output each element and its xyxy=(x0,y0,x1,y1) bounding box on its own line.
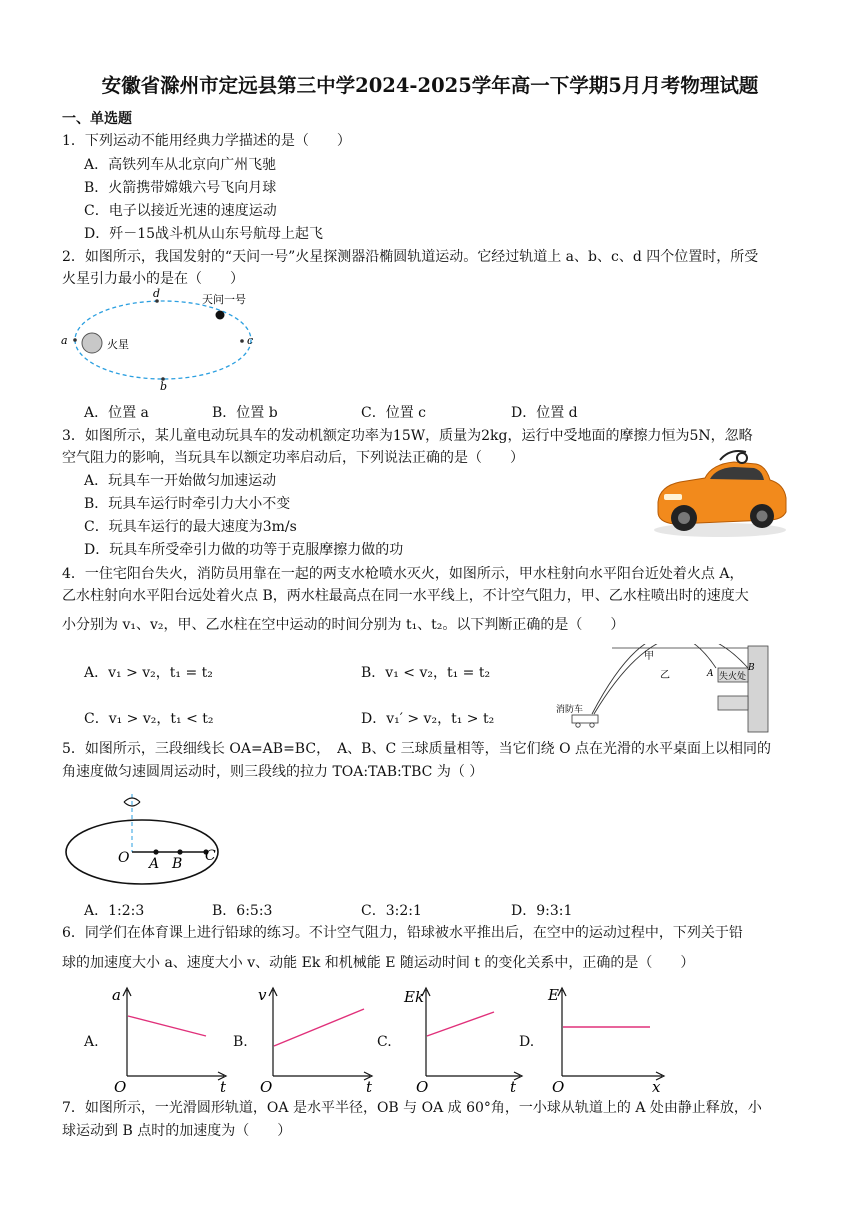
graph-b-xlabel: t xyxy=(366,1078,373,1094)
page-title: 安徽省滁州市定远县第三中学2024-2025学年高一下学期5月月考物理试题 xyxy=(101,74,759,97)
q2-option-c: C．位置 c xyxy=(361,405,427,421)
q7-stem-line2: 球运动到 B 点时的加速度为（ ） xyxy=(62,1123,292,1139)
label-d: d xyxy=(153,287,161,300)
label-b-ball: B xyxy=(172,856,183,872)
q3-option-c: C．玩具车运行的最大速度为3m/s xyxy=(84,519,297,535)
label-fire: 失火处 xyxy=(719,672,747,682)
q6-option-a-label: A. xyxy=(84,1034,99,1050)
graph-c-line xyxy=(427,1012,494,1036)
q3-stem-line1: 3．如图所示，某儿童电动玩具车的发动机额定功率为15W，质量为2kg，运行中受地面的摩擦力恒为5N，忽略 xyxy=(62,428,753,444)
toy-car-image xyxy=(650,446,790,540)
ball-b xyxy=(177,849,182,854)
q5-stem-line1: 5．如图所示，三段细线长 OA=AB=BC， A、B、C 三球质量相等，当它们绕 O 点在光滑的水平桌面上以相同的 xyxy=(62,741,772,757)
label-a: a xyxy=(61,334,68,347)
stream-jia xyxy=(592,644,716,714)
graph-b-line xyxy=(274,1009,364,1046)
graph-a xyxy=(110,984,235,1094)
label-c: c xyxy=(247,334,254,347)
graph-b-origin: O xyxy=(260,1078,273,1094)
q6-option-b-label: B. xyxy=(233,1034,248,1050)
label-point-b: B xyxy=(748,663,755,673)
q2-option-d: D．位置 d xyxy=(511,405,578,421)
graph-d xyxy=(544,984,669,1094)
graph-b xyxy=(256,984,381,1094)
q7-stem-line1: 7．如图所示，一光滑圆形轨道，OA 是水平半径，OB 与 OA 成 60°角，一小球从轨道上的 A 处由静止释放，小 xyxy=(62,1100,762,1116)
probe-label: 天问一号 xyxy=(202,293,246,306)
q2-stem-line2: 火星引力最小的是在（ ） xyxy=(62,271,244,287)
lower-balcony xyxy=(718,696,748,710)
q3-option-b: B．玩具车运行时牵引力大小不变 xyxy=(84,496,291,512)
graph-a-ylabel: a xyxy=(112,986,121,1004)
graph-c-origin: O xyxy=(416,1078,429,1094)
q2-stem-line1: 2．如图所示，我国发射的“天问一号”火星探测器沿椭圆轨道运动。它经过轨道上 a、b、c、d 四个位置时，所受 xyxy=(62,249,759,265)
q3-option-a: A．玩具车一开始做匀加速运动 xyxy=(84,473,277,489)
ball-a xyxy=(153,849,158,854)
graph-a-origin: O xyxy=(114,1078,127,1094)
q1-option-a: A．高铁列车从北京向广州飞驰 xyxy=(84,157,277,173)
q6-option-d-label: D. xyxy=(519,1034,535,1050)
point-c xyxy=(240,339,244,343)
q4-option-d: D．v₁′ > v₂，t₁ > t₂ xyxy=(361,711,495,727)
graph-b-ylabel: v xyxy=(258,986,267,1004)
graph-d-origin: O xyxy=(552,1078,565,1094)
firefighting-figure xyxy=(552,644,772,734)
fire-truck xyxy=(572,715,598,723)
q2-option-a: A．位置 a xyxy=(84,405,149,421)
section-heading: 一、单选题 xyxy=(62,111,132,127)
q5-option-b: B．6:5:3 xyxy=(212,903,273,919)
label-a-ball: A xyxy=(149,856,160,872)
label-truck: 消防车 xyxy=(556,705,584,715)
q6-option-c-label: C. xyxy=(377,1034,392,1050)
graph-a-line xyxy=(128,1016,206,1036)
label-jia: 甲 xyxy=(644,651,654,662)
q1-option-c: C．电子以接近光速的速度运动 xyxy=(84,203,277,219)
q4-stem-line1: 4．一住宅阳台失火，消防员用靠在一起的两支水枪喷水灭火，如图所示，甲水柱射向水平阳台近处着火点 A， xyxy=(62,566,744,582)
q3-option-d: D．玩具车所受牵引力做的功等于克服摩擦力做的功 xyxy=(84,542,404,558)
q5-option-a: A．1:2:3 xyxy=(84,903,145,919)
mars-planet xyxy=(82,333,102,353)
q4-stem-line2: 乙水柱射向水平阳台远处着火点 B，两水柱最高点在同一水平线上，不计空气阻力，甲、乙水柱喷出时的速度大 xyxy=(62,588,749,604)
q2-option-b: B．位置 b xyxy=(212,405,278,421)
graph-c xyxy=(402,984,527,1094)
graph-a-xlabel: t xyxy=(220,1078,227,1094)
q1-stem: 1．下列运动不能用经典力学描述的是（ ） xyxy=(62,133,351,149)
graph-d-ylabel: E xyxy=(548,986,559,1004)
label-o: O xyxy=(118,850,130,866)
orbit-figure xyxy=(58,286,268,390)
graph-d-xlabel: x xyxy=(652,1078,661,1094)
q5-option-d: D．9:3:1 xyxy=(511,903,573,919)
q4-stem-line3: 小分别为 v₁、v₂，甲、乙水柱在空中运动的时间分别为 t₁、t₂。以下判断正确的是（ ） xyxy=(62,617,625,633)
circular-motion-figure xyxy=(62,790,232,890)
building-wall xyxy=(748,646,768,732)
point-a xyxy=(73,338,77,342)
q6-stem-line1: 6．同学们在体育课上进行铅球的练习。不计空气阻力，铅球被水平推出后，在空中的运动过程中，下列关于铅 xyxy=(62,925,743,941)
label-b: b xyxy=(160,380,168,390)
q6-stem-line2: 球的加速度大小 a、速度大小 v、动能 Ek 和机械能 E 随运动时间 t 的变化关系中，正确的是（ ） xyxy=(62,955,695,971)
q4-option-b: B．v₁ < v₂，t₁ = t₂ xyxy=(361,665,491,681)
q3-stem-line2: 空气阻力的影响，当玩具车以额定功率启动后，下列说法正确的是（ ） xyxy=(62,450,524,466)
q1-option-b: B．火箭携带嫦娥六号飞向月球 xyxy=(84,180,277,196)
graph-c-xlabel: t xyxy=(510,1078,517,1094)
q4-option-a: A．v₁ > v₂，t₁ = t₂ xyxy=(84,665,213,681)
graph-c-ylabel: Ek xyxy=(404,988,425,1006)
q5-option-c: C．3:2:1 xyxy=(361,903,422,919)
mars-label: 火星 xyxy=(107,338,129,351)
label-yi: 乙 xyxy=(660,670,670,681)
q1-option-d: D．歼－15战斗机从山东号航母上起飞 xyxy=(84,226,324,242)
q5-stem-line2: 角速度做匀速圆周运动时，则三段线的拉力 TOA:TAB:TBC 为（ ） xyxy=(62,764,484,780)
label-point-a: A xyxy=(707,669,714,679)
q4-option-c: C．v₁ > v₂，t₁ < t₂ xyxy=(84,711,214,727)
probe-dot xyxy=(216,311,225,320)
label-c-ball: C xyxy=(205,848,216,864)
